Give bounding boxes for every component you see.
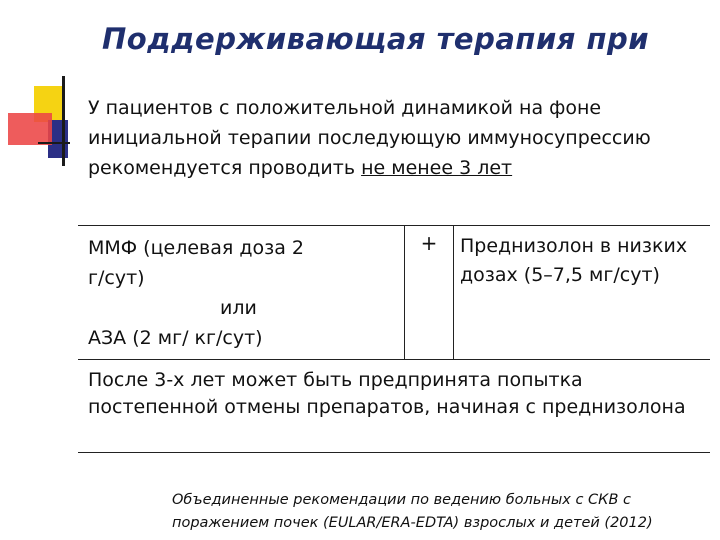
table-column-divider-2: [453, 225, 454, 359]
intro-text: У пациентов с положительной динамикой на фоне инициальной терапии последующую иммуносупрессию рекомендуется проводить: [88, 97, 651, 179]
slide-title: Поддерживающая терапия при: [102, 22, 650, 56]
table-middle-rule: [78, 359, 710, 360]
intro-paragraph: [88, 93, 713, 183]
drug-option-or: или: [220, 297, 257, 319]
table-cell-prednisolone: Преднизолон в низких дозах (5–7,5 мг/сут): [460, 235, 688, 286]
intro-underlined-duration: не менее 3 лет: [361, 157, 513, 179]
drug-option-aza: АЗА (2 мг/ кг/сут): [88, 327, 263, 349]
table-cell-plus-operator: +: [420, 231, 438, 255]
table-cell-drug-options: [88, 233, 398, 353]
drug-option-mmf-unit: г/сут): [88, 267, 145, 289]
decor-red-square: [8, 113, 52, 145]
table-top-rule: [78, 225, 710, 226]
table-bottom-rule: [78, 452, 710, 453]
citation-source: Объединенные рекомендации по ведению больных с СКВ с поражением почек (EULAR/ERA-EDTA) взрослых и детей (2012): [172, 492, 653, 531]
decor-horizontal-line: [38, 142, 70, 144]
decor-vertical-line: [62, 76, 65, 166]
drug-option-mmf: ММФ (целевая доза 2: [88, 237, 304, 259]
table-cell-withdrawal-note: После 3-х лет может быть предпринята попытка постепенной отмены препаратов, начиная с преднизолона: [88, 369, 686, 418]
